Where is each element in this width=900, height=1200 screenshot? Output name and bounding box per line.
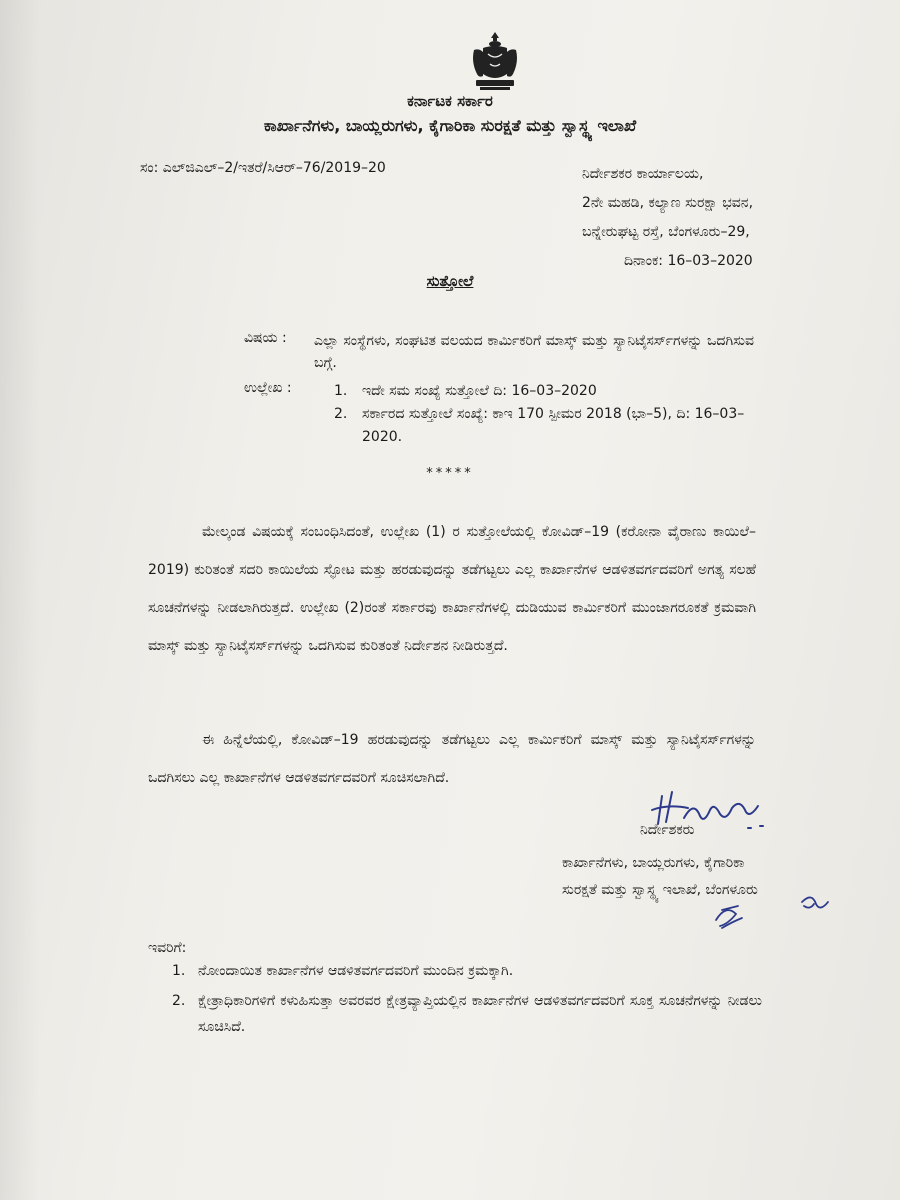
separator-stars: ***** xyxy=(426,466,474,481)
signatory-title: ನಿರ್ದೇಶಕರು xyxy=(640,822,695,838)
reference-number: ಸಂ: ಎಲ್‌ಜಿಎಲ್–2/ಇತರೆ/ಸಿಆರ್–76/2019–20 xyxy=(140,160,386,176)
reference-number-2: 2. xyxy=(334,406,348,422)
reference-number-1: 1. xyxy=(334,383,348,399)
recipient-item xyxy=(172,958,762,984)
karnataka-emblem-icon xyxy=(470,30,520,94)
office-line-3: ಬನ್ನೇರುಘಟ್ಟ ರಸ್ತೆ, ಬೆಂಗಳೂರು–29, xyxy=(582,224,750,240)
recipient-text-2: ಕ್ಷೇತ್ರಾಧಿಕಾರಿಗಳಿಗೆ ಕಳುಹಿಸುತ್ತಾ ಅವರವರ ಕ್ಷೇತ್ರವ್ಯಾಪ್ತಿಯಲ್ಲಿನ ಕಾರ್ಖಾನೆಗಳ ಆಡಳಿತವರ್ಗದವರಿಗೆ ಸೂಕ್ತ ಸೂಚನೆಗಳನ್ನು ನೀಡಲು ಸೂಚಿಸಿದೆ. xyxy=(198,993,762,1035)
body-paragraph-1: ಮೇಲ್ಕಂಡ ವಿಷಯಕ್ಕೆ ಸಂಬಂಧಿಸಿದಂತೆ, ಉಲ್ಲೇಖ (1) ರ ಸುತ್ತೋಲೆಯಲ್ಲಿ ಕೋವಿಡ್–19 (ಕರೋನಾ ವೈರಾಣು ಕಾಯಿಲೆ–2019) ಕುರಿತಂತೆ ಸದರಿ ಕಾಯಿಲೆಯ ಸ್ಫೋಟ ಮತ್ತು ಹರಡುವುದನ್ನು ತಡೆಗಟ್ಟಲು ಎಲ್ಲ ಕಾರ್ಖಾನೆಗಳ ಆಡಳಿತವರ್ಗದವರಿಗೆ ಅಗತ್ಯ ಸಲಹೆ ಸೂಚನೆಗಳನ್ನು ನೀಡಲಾಗಿರುತ್ತದೆ. ಉಲ್ಲೇಖ (2)ರಂತೆ ಸರ್ಕಾರವು ಕಾರ್ಖಾನೆಗಳಲ್ಲಿ ದುಡಿಯುವ ಕಾರ್ಮಿಕರಿಗೆ ಮುಂಜಾಗರೂಕತೆ ಕ್ರಮವಾಗಿ ಮಾಸ್ಕ್ ಮತ್ತು ಸ್ಯಾನಿಟೈಸರ್ಸ್‌ಗಳನ್ನು ಒದಗಿಸುವ ಕುರಿತಂತೆ ನಿರ್ದೇಶನ ನೀಡಿರುತ್ತದೆ. xyxy=(148,524,756,654)
recipient-text-1: ನೋಂದಾಯಿತ ಕಾರ್ಖಾನೆಗಳ ಆಡಳಿತವರ್ಗದವರಿಗೆ ಮುಂದಿನ ಕ್ರಮಕ್ಕಾಗಿ. xyxy=(198,963,514,979)
recipient-number-1: 1. xyxy=(172,963,186,979)
document-date: ದಿನಾಂಕ: 16–03–2020 xyxy=(624,253,753,269)
office-address xyxy=(582,160,753,276)
government-title: ಕರ್ನಾಟಕ ಸರ್ಕಾರ xyxy=(407,92,493,110)
recipient-number-2: 2. xyxy=(172,993,186,1009)
reference-item xyxy=(334,380,754,403)
reference-text-2: ಸರ್ಕಾರದ ಸುತ್ತೋಲೆ ಸಂಖ್ಯೆ: ಕಾಇ 170 ಸ್ಪೀಮರ 2018 (ಭಾ–5), ದಿ: 16–03–2020. xyxy=(362,406,745,445)
references-list xyxy=(334,380,754,449)
references-label: ಉಲ್ಲೇಖ : xyxy=(244,380,292,396)
reference-text-1: ಇದೇ ಸಮ ಸಂಖ್ಯೆ ಸುತ್ತೋಲೆ ದಿ: 16–03–2020 xyxy=(362,383,597,399)
recipient-item xyxy=(172,988,762,1040)
office-line-1: ನಿರ್ದೇಶಕರ ಕಾರ್ಯಾಲಯ, xyxy=(582,166,704,182)
recipients-label: ಇವರಿಗೆ: xyxy=(148,940,187,956)
signatory-dept-line-2: ಸುರಕ್ಷತೆ ಮತ್ತು ಸ್ವಾಸ್ಥ್ಯ ಇಲಾಖೆ, ಬೆಂಗಳೂರು xyxy=(562,882,758,898)
subject-label: ವಿಷಯ : xyxy=(244,330,287,346)
reference-item xyxy=(334,403,754,449)
handwritten-initials xyxy=(708,892,838,936)
recipients-list xyxy=(172,958,762,1044)
body-paragraph-2: ಈ ಹಿನ್ನೆಲೆಯಲ್ಲಿ, ಕೋವಿಡ್–19 ಹರಡುವುದನ್ನು ತಡೆಗಟ್ಟಲು ಎಲ್ಲ ಕಾರ್ಮಿಕರಿಗೆ ಮಾಸ್ಕ್ ಮತ್ತು ಸ್ಯಾನಿಟೈಸರ್ಸ್‌ಗಳನ್ನು ಒದಗಿಸಲು ಎಲ್ಲ ಕಾರ್ಖಾನೆಗಳ ಆಡಳಿತವರ್ಗದವರಿಗೆ ಸೂಚಿಸಲಾಗಿದೆ. xyxy=(148,732,756,786)
circular-title: ಸುತ್ತೋಲೆ xyxy=(426,272,474,290)
page-shadow xyxy=(0,0,40,1200)
subject-text: ಎಲ್ಲಾ ಸಂಸ್ಥೆಗಳು, ಸಂಘಟಿತ ವಲಯದ ಕಾರ್ಮಿಕರಿಗೆ ಮಾಸ್ಕ್ ಮತ್ತು ಸ್ಯಾನಿಟೈಸರ್ಸ್‌ಗಳನ್ನು ಒದಗಿಸುವ ಬಗ್ಗೆ. xyxy=(314,333,754,371)
department-title: ಕಾರ್ಖಾನೆಗಳು, ಬಾಯ್ಲರುಗಳು, ಕೈಗಾರಿಕಾ ಸುರಕ್ಷತೆ ಮತ್ತು ಸ್ವಾಸ್ಥ್ಯ ಇಲಾಖೆ xyxy=(263,116,637,135)
signatory-dept-line-1: ಕಾರ್ಖಾನೆಗಳು, ಬಾಯ್ಲರುಗಳು, ಕೈಗಾರಿಕಾ xyxy=(562,855,745,871)
office-line-2: 2ನೇ ಮಹಡಿ, ಕಲ್ಯಾಣ ಸುರಕ್ಷಾ ಭವನ, xyxy=(582,195,754,211)
